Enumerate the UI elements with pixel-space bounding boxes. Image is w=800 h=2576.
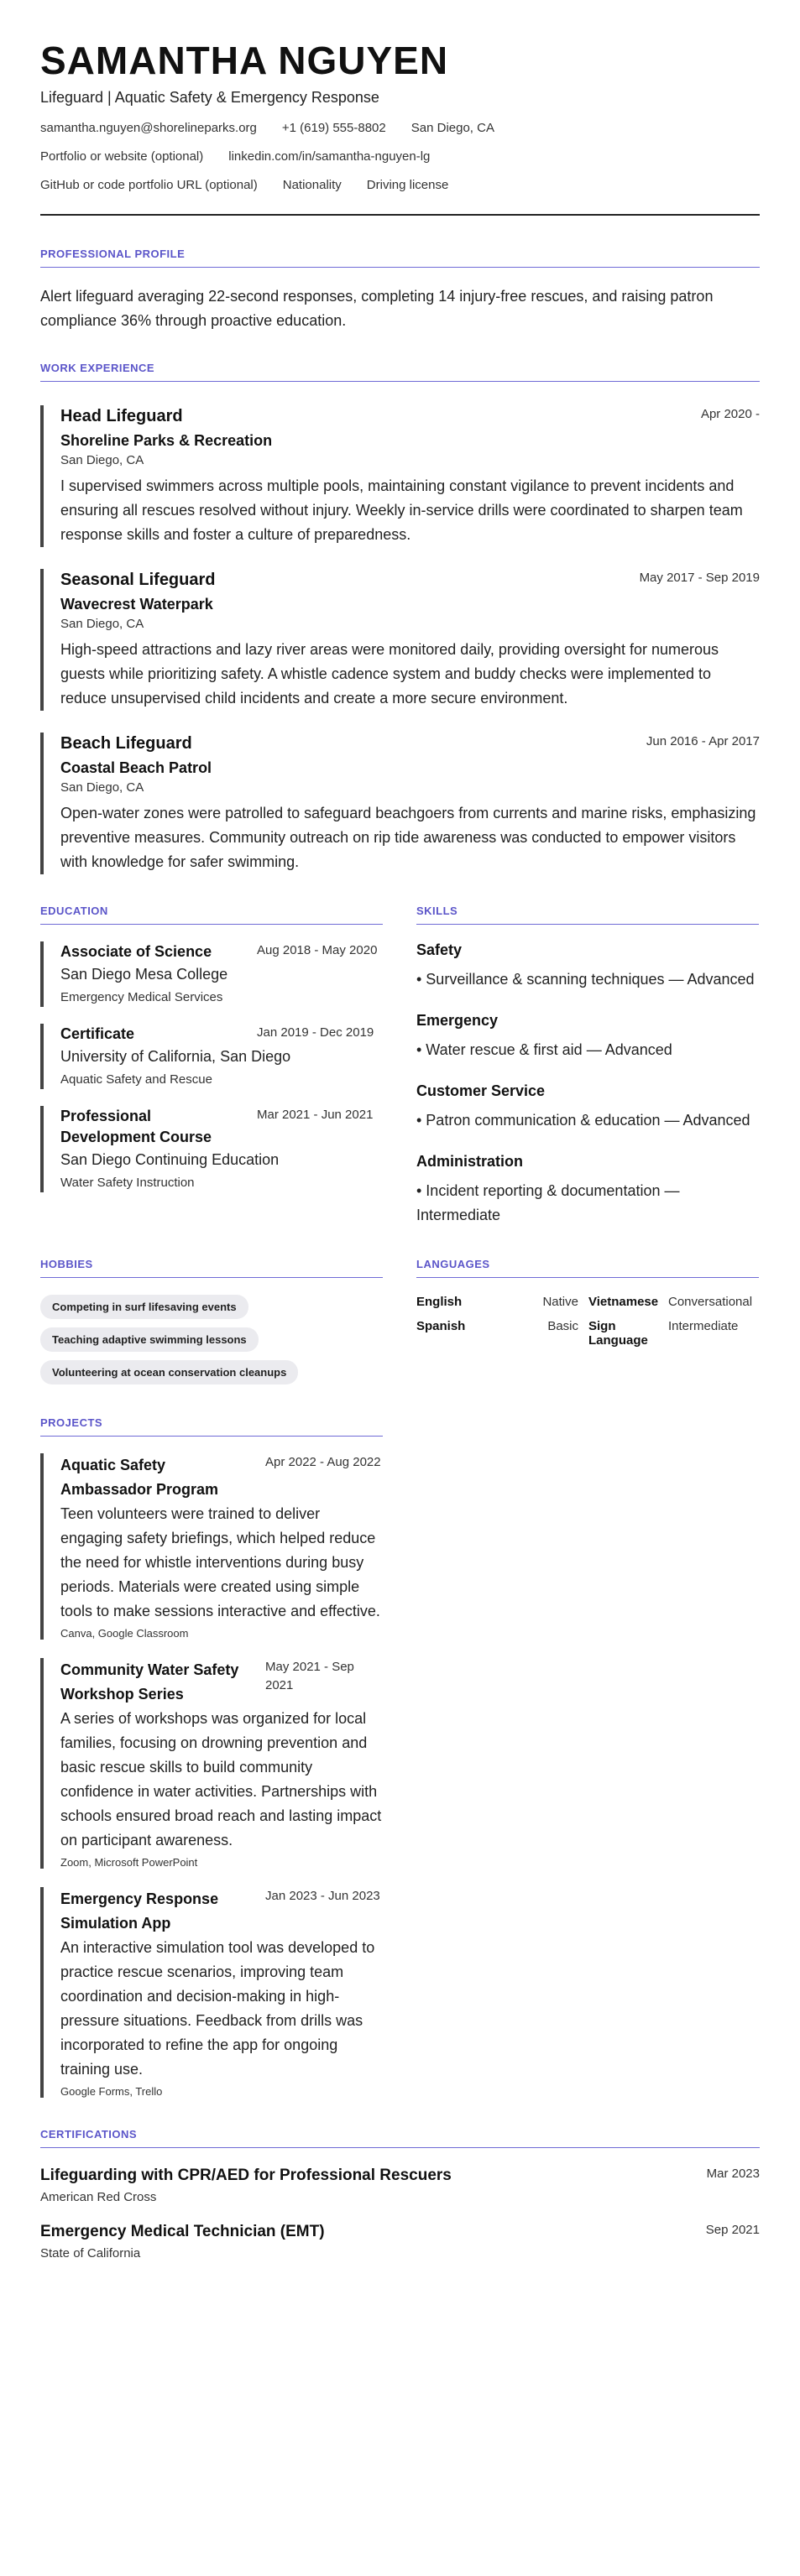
skill-item: • Patron communication & education — Advanced <box>416 1112 750 1129</box>
project-description: An interactive simulation tool was developed to practice rescue scenarios, improving team coordination and decision-making in high-pressure situations. Feedback from drills was incorporated to refine the app for ongoing training use. <box>60 1939 375 2078</box>
language-list <box>416 1295 759 1348</box>
certification-entry <box>40 2167 760 2204</box>
project-dates: Jan 2023 - Jun 2023 <box>265 1889 380 1903</box>
project-description: A series of workshops was organized for local families, focusing on drowning prevention and basic rescue skills to build community confidence in water activities. Partnerships with schools ensured broad reach and lasting impact on participant awareness. <box>60 1710 382 1849</box>
skill-category: Administration <box>416 1153 524 1170</box>
degree-name: Associate of Science <box>60 943 212 960</box>
job-dates: Jun 2016 - Apr 2017 <box>646 734 760 748</box>
skill-group <box>416 1153 759 1228</box>
skill-category: Customer Service <box>416 1082 546 1099</box>
school-name: San Diego Continuing Education <box>60 1151 280 1168</box>
project-tools: Canva, Google Classroom <box>60 1627 189 1640</box>
section-title-education: EDUCATION <box>40 905 383 925</box>
language-level: Basic <box>547 1319 578 1333</box>
languages-section <box>416 1258 759 1384</box>
skill-group <box>416 1012 759 1062</box>
education-dates: Aug 2018 - May 2020 <box>257 943 378 957</box>
field-of-study: Emergency Medical Services <box>60 990 223 1004</box>
profile-section <box>40 248 760 333</box>
hobby-chip: Teaching adaptive swimming lessons <box>40 1327 259 1352</box>
language-name: English <box>416 1295 463 1309</box>
candidate-name: SAMANTHA NGUYEN <box>40 39 449 82</box>
portfolio-link[interactable]: Portfolio or website (optional) <box>40 149 204 164</box>
field-of-study: Aquatic Safety and Rescue <box>60 1072 212 1087</box>
candidate-headline: Lifeguard | Aquatic Safety & Emergency Response <box>40 89 379 106</box>
section-title-hobbies: HOBBIES <box>40 1258 383 1278</box>
email-link[interactable]: samantha.nguyen@shorelineparks.org <box>40 121 257 135</box>
nationality-text: Nationality <box>282 178 342 192</box>
project-tools: Zoom, Microsoft PowerPoint <box>60 1856 198 1869</box>
skill-group <box>416 1082 759 1133</box>
contact-row-links <box>40 149 760 165</box>
hobbies-languages-row <box>40 1258 760 1384</box>
phone-number[interactable]: +1 (619) 555-8802 <box>281 121 386 135</box>
certification-date: Mar 2023 <box>706 2167 760 2181</box>
degree-name: Professional Development Course <box>60 1108 212 1145</box>
language-name: Vietnamese <box>588 1295 659 1309</box>
job-dates: May 2017 - Sep 2019 <box>639 571 760 585</box>
github-link[interactable]: GitHub or code portfolio URL (optional) <box>40 178 258 192</box>
hobby-list <box>40 1295 383 1384</box>
job-description: Open-water zones were patrolled to safeguard beachgoers from currents and marine risks, emphasizing preventive measures. Community outreach on rip tide awareness was conducted to empower visitors with knowledge for safer swimming. <box>60 805 756 870</box>
section-title-experience: WORK EXPERIENCE <box>40 362 760 382</box>
job-employer: Shoreline Parks & Recreation <box>60 432 273 449</box>
education-entry <box>40 941 383 1007</box>
school-name: San Diego Mesa College <box>60 966 228 983</box>
language-level: Intermediate <box>668 1319 739 1333</box>
certification-name: Emergency Medical Technician (EMT) <box>40 2223 325 2240</box>
degree-name: Certificate <box>60 1025 135 1042</box>
section-title-profile: PROFESSIONAL PROFILE <box>40 248 760 268</box>
job-location: San Diego, CA <box>60 453 144 467</box>
hobby-chip: Competing in surf lifesaving events <box>40 1295 248 1319</box>
hobby-chip: Volunteering at ocean conservation cleanups <box>40 1360 298 1384</box>
skills-section <box>416 905 759 1228</box>
skill-item: • Incident reporting & documentation — Intermediate <box>416 1182 680 1223</box>
project-tools: Google Forms, Trello <box>60 2085 163 2098</box>
location-text: San Diego, CA <box>410 121 494 135</box>
certification-issuer: State of California <box>40 2246 141 2261</box>
education-dates: Jan 2019 - Dec 2019 <box>257 1025 374 1040</box>
job-location: San Diego, CA <box>60 780 144 795</box>
experience-entry <box>40 405 760 547</box>
job-title: Beach Lifeguard <box>60 734 192 753</box>
profile-summary: Alert lifeguard averaging 22-second responses, completing 14 injury-free rescues, and raising patron compliance 36% through proactive education. <box>40 288 714 329</box>
project-description: Teen volunteers were trained to deliver engaging safety briefings, which helped reduce the need for whistle interventions during busy periods. Materials were created using simple tools to make sessions interactive and effective. <box>60 1505 380 1619</box>
project-dates: May 2021 - Sep 2021 <box>265 1660 354 1692</box>
section-title-certifications: CERTIFICATIONS <box>40 2128 760 2148</box>
skill-item: • Water rescue & first aid — Advanced <box>416 1041 672 1058</box>
section-title-skills: SKILLS <box>416 905 759 925</box>
projects-section <box>40 1416 383 2098</box>
education-dates: Mar 2021 - Jun 2021 <box>257 1108 374 1122</box>
certification-entry <box>40 2223 760 2261</box>
job-description: I supervised swimmers across multiple pools, maintaining constant vigilance to prevent incidents and ensuring all rescues resolved without injury. Weekly in-service drills were coordinated to sharpen team response skills and foster a culture of preparedness. <box>60 477 743 543</box>
contact-row-primary <box>40 120 760 137</box>
language-level: Native <box>542 1295 578 1309</box>
skill-category: Safety <box>416 941 463 958</box>
project-entry <box>40 1887 383 2098</box>
section-title-projects: PROJECTS <box>40 1416 383 1437</box>
certifications-section <box>40 2128 760 2261</box>
skill-category: Emergency <box>416 1012 499 1029</box>
contact-row-extra <box>40 177 760 194</box>
job-title: Seasonal Lifeguard <box>60 571 216 589</box>
education-section <box>40 905 383 1228</box>
certification-issuer: American Red Cross <box>40 2190 157 2204</box>
header-divider <box>40 214 760 216</box>
education-entry <box>40 1024 383 1089</box>
project-entry <box>40 1658 383 1869</box>
certification-date: Sep 2021 <box>705 2223 760 2237</box>
school-name: University of California, San Diego <box>60 1048 291 1065</box>
language-level: Conversational <box>668 1295 753 1309</box>
skill-item: • Surveillance & scanning techniques — Advanced <box>416 971 755 988</box>
license-text: Driving license <box>366 178 449 192</box>
project-title: Community Water Safety Workshop Series <box>60 1661 239 1703</box>
education-entry <box>40 1106 383 1192</box>
job-employer: Coastal Beach Patrol <box>60 759 212 776</box>
resume-header <box>40 37 760 216</box>
certification-name: Lifeguarding with CPR/AED for Professional Rescuers <box>40 2167 452 2184</box>
project-title: Aquatic Safety Ambassador Program <box>60 1457 219 1498</box>
project-entry <box>40 1453 383 1640</box>
experience-entry <box>40 569 760 711</box>
project-dates: Apr 2022 - Aug 2022 <box>265 1455 381 1469</box>
project-title: Emergency Response Simulation App <box>60 1890 219 1932</box>
experience-section <box>40 362 760 874</box>
skill-group <box>416 941 759 992</box>
education-skills-row <box>40 905 760 1228</box>
job-title: Head Lifeguard <box>60 407 183 425</box>
language-name: Sign Language <box>588 1319 648 1348</box>
language-name: Spanish <box>416 1319 466 1333</box>
job-dates: Apr 2020 - <box>700 407 760 421</box>
linkedin-link[interactable]: linkedin.com/in/samantha-nguyen-lg <box>228 149 431 164</box>
field-of-study: Water Safety Instruction <box>60 1176 195 1190</box>
hobbies-section <box>40 1258 383 1384</box>
section-title-languages: LANGUAGES <box>416 1258 759 1278</box>
job-employer: Wavecrest Waterpark <box>60 596 213 613</box>
job-location: San Diego, CA <box>60 617 144 631</box>
job-description: High-speed attractions and lazy river areas were monitored daily, providing oversight for numerous guests while prioritizing safety. A whistle cadence system and buddy checks were implemented to reduce unsupervised child incidents and create a more secure environment. <box>60 641 719 707</box>
experience-list <box>40 405 760 874</box>
experience-entry <box>40 733 760 874</box>
